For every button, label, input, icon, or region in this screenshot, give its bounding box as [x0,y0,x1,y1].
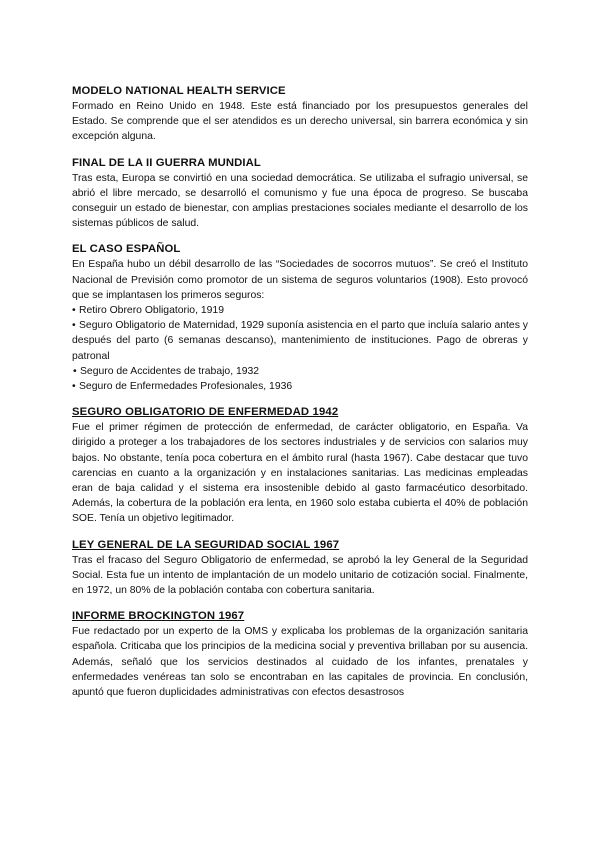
section-soe-1942 [72,405,528,526]
section-ww2 [72,156,528,232]
bullet-item [72,364,528,379]
section-caso-espanol [72,242,528,394]
section-paragraph: Tras el fracaso del Seguro Obligatorio de enfermedad, se aprobó la ley General de la Seguridad Social. Esta fue un intento de implantación de un modelo unitario de cotización social. Finalmente, en 1972, un 80% de la población contaba con cobertura sanitaria. [72,554,528,597]
bullet-text: Seguro Obligatorio de Maternidad, 1929 suponía asistencia en el parto que incluía salario antes y después del parto (6 semanas descanso), mantenimiento de instituciones. Pago de obreras y patronal [72,320,528,362]
section-ley-general-1967 [72,538,528,599]
section-paragraph: Fue el primer régimen de protección de enfermedad, de carácter obligatorio, en España. Va dirigido a proteger a los trabajadores de los sectores industriales y de servicios con salarios muy bajos. No obstante, tenía poca cobertura en el ámbito rural (hasta 1967). Cabe destacar que tuvo carencias en cuanto a la organización y en instalaciones sanitarias. Las medicinas empleadas eran de baja calidad y el sistema era insostenible debido al gasto farmacéutico desorbitado. Además, la cobertura de la población era lenta, en 1960 solo estaba cubierta el 40% de población SOE. Tenía un objetivo legitimador. [72,422,528,525]
document-page [72,84,528,711]
bullet-icon: • [72,320,76,332]
section-heading: EL CASO ESPAÑOL [72,243,181,256]
bullet-icon: • [73,365,77,377]
section-paragraph: Fue redactado por un experto de la OMS y explicaba los problemas de la organización sanitaria española. Criticaba que los principios de la medicina social y preventiva brillaban por su ausencia. Además, señaló que los servicios destinados al cuidado de los infantes, prenatales y enfermedades venéreas tan solo se encontraban en las capitales de provincia. En conclusión, apuntó que fueron duplicidades administrativas con efectos desastrosos [72,626,528,699]
section-heading: INFORME BROCKINGTON 1967 [72,610,245,623]
section-heading: LEY GENERAL DE LA SEGURIDAD SOCIAL 1967 [72,538,340,551]
bullet-text: Seguro de Accidentes de trabajo, 1932 [80,365,260,377]
section-paragraph: Formado en Reino Unido en 1948. Este está financiado por los presupuestos generales del Estado. Se comprende que el ser atendidos es un derecho universal, sin barrera económica y sin excepción alguna. [72,101,528,143]
bullet-item [72,318,528,364]
bullet-item [72,379,528,394]
section-heading: FINAL DE LA II GUERRA MUNDIAL [72,156,261,169]
bullet-icon: • [72,305,76,317]
bullet-item [72,303,528,318]
section-nhs [72,84,528,145]
section-paragraph: Tras esta, Europa se convirtió en una sociedad democrática. Se utilizaba el sufragio universal, se abrió el libre mercado, se desarrolló el comunismo y fue una época de progreso. Se buscaba conseguir un estado de bienestar, con amplias prestaciones sociales mediante el desarrollo de los sistemas públicos de salud. [72,172,528,230]
section-paragraph: En España hubo un débil desarrollo de las “Sociedades de socorros mutuos”. Se creó el Instituto Nacional de Previsión como promotor de un sistema de seguros voluntarios (1908). Esto provocó que se implantasen los primeros seguros: [72,259,528,301]
section-informe-brockington [72,609,528,700]
bullet-text: Seguro de Enfermedades Profesionales, 1936 [79,381,293,393]
bullet-icon: • [72,381,76,393]
section-heading: SEGURO OBLIGATORIO DE ENFERMEDAD 1942 [72,406,339,419]
bullet-text: Retiro Obrero Obligatorio, 1919 [79,305,224,317]
section-heading: MODELO NATIONAL HEALTH SERVICE [72,85,286,97]
